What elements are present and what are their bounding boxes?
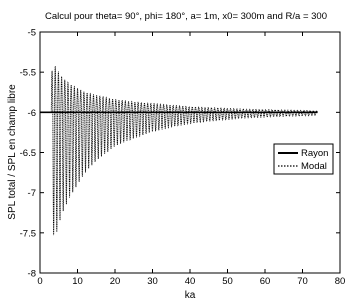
- y-axis-label: SPL total / SPL en champ libre: [7, 84, 18, 220]
- x-tick-label: 40: [184, 276, 196, 287]
- x-tick-label: 70: [297, 276, 308, 287]
- legend-label-modal: Modal: [301, 161, 327, 172]
- x-tick-label: 10: [72, 276, 83, 287]
- x-tick-label: 30: [147, 276, 158, 287]
- y-tick-label: -6: [27, 107, 36, 119]
- x-tick-label: 50: [222, 276, 233, 287]
- y-tick-label: -7: [27, 188, 36, 200]
- y-tick-label: -8: [27, 268, 36, 280]
- y-tick-label: -5.5: [19, 67, 36, 79]
- y-tick-label: -6.5: [19, 148, 36, 159]
- x-tick-label: 80: [334, 276, 346, 287]
- chart-title: Calcul pour theta= 90°, phi= 180°, a= 1m, x0= 300m and R/a = 300: [45, 11, 327, 22]
- legend-label-rayon: Rayon: [301, 148, 329, 159]
- y-tick-label: -7.5: [19, 228, 36, 240]
- x-axis-label: ka: [184, 290, 196, 300]
- y-tick-label: -5: [27, 27, 36, 39]
- x-tick-label: 20: [109, 276, 121, 287]
- legend: [274, 144, 333, 174]
- x-tick-label: 0: [37, 276, 43, 287]
- x-tick-label: 60: [259, 276, 271, 287]
